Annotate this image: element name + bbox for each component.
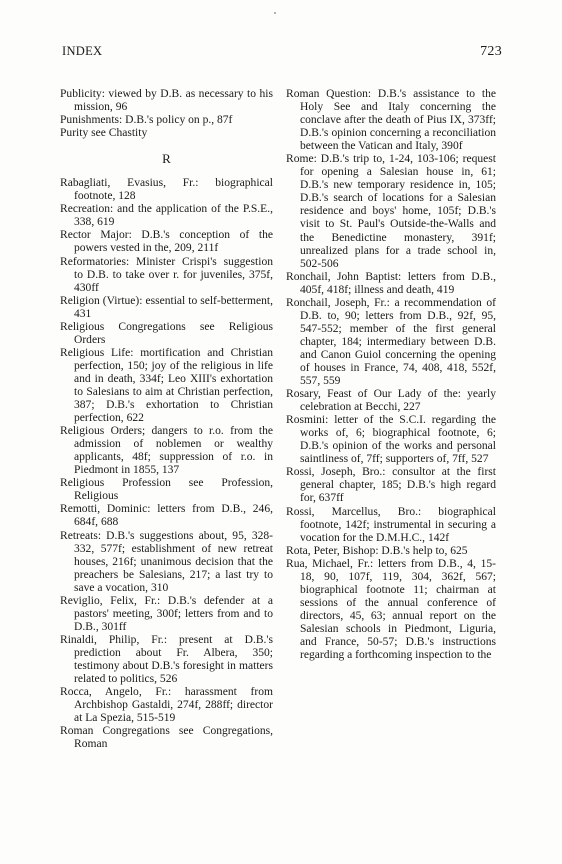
index-entry: Rosmini: letter of the S.C.I. regarding the works of, 6; biographical footnote, 6; D.B.'s opinion of the works and personal saintliness of, 7ff; supporters of, 7ff, 527 [286, 414, 496, 466]
index-entry: Religious Life: mortification and Christian perfection, 150; joy of the religious in life and in death, 334f; Leo XIII's exhortation to Salesians to aim at Christian perfection, 387; D.B.'s exhortation to Christian perfection, 622 [60, 346, 273, 425]
index-entry: Religion (Virtue): essential to self-betterment, 431 [60, 294, 273, 320]
index-entry: Remotti, Dominic: letters from D.B., 246, 684f, 688 [60, 503, 273, 529]
index-entry: Publicity: viewed by D.B. as necessary to his mission, 96 [60, 88, 273, 114]
page-speck [274, 12, 276, 14]
index-entry: Purity see Chastity [60, 127, 148, 140]
index-entry: Rocca, Angelo, Fr.: harassment from Archbishop Gastaldi, 274f, 288ff; director at La Spezia, 515-519 [60, 686, 273, 725]
index-entry: Roman Question: D.B.'s assistance to the Holy See and Italy concerning the conclave after the death of Pius IX, 373ff; D.B.'s opinion concerning a reconciliation between the Vatican and Italy, 390f [286, 88, 496, 153]
letter-heading: R [162, 151, 171, 167]
index-entry: Rossi, Marcellus, Bro.: biographical footnote, 142f; instrumental in securing a vocation for the D.M.H.C., 142f [286, 505, 496, 544]
running-title: INDEX [62, 44, 103, 58]
index-entry: Recreation: and the application of the P.S.E., 338, 619 [60, 203, 273, 229]
index-entry: Reformatories: Minister Crispi's suggestion to D.B. to take over r. for juveniles, 375f, 430ff [60, 255, 273, 294]
index-entry: Religious Orders; dangers to r.o. from the admission of noblemen or wealthy applicants, 48f; suppression of r.o. in Piedmont in 1855, 137 [60, 425, 273, 477]
index-entry: Rota, Peter, Bishop: D.B.'s help to, 625 [286, 544, 468, 557]
index-entry: Rector Major: D.B.'s conception of the powers vested in the, 209, 211f [60, 229, 273, 255]
index-entry: Ronchail, John Baptist: letters from D.B., 405f, 418f; illness and death, 419 [286, 270, 496, 296]
index-entry: Retreats: D.B.'s suggestions about, 95, 328-332, 577f; establishment of new retreat houses, 216f; unanimous decision that the preachers be Salesians, 217; a last try to save a vocation, 310 [60, 529, 273, 594]
index-entry: Roman Congregations see Congregations, Roman [60, 725, 273, 751]
index-entry: Rua, Michael, Fr.: letters from D.B., 4, 15-18, 90, 107f, 119, 304, 362f, 567; biographical footnote 11; chairman at sessions of the annual conference of directors, 45, 63; annual report on the Salesian schools in Piedmont, Liguria, and France, 50-57; D.B.'s instructions regarding a forthcoming inspection to the [286, 557, 496, 662]
index-entry: Religious Profession see Profession, Religious [60, 477, 273, 503]
index-entry: Reviglio, Felix, Fr.: D.B.'s defender at a pastors' meeting, 300f; letters from and to D.B., 301ff [60, 594, 273, 633]
page-number: 723 [480, 44, 502, 59]
index-entry: Rabagliati, Evasius, Fr.: biographical footnote, 128 [60, 177, 273, 203]
index-entry: Religious Congregations see Religious Orders [60, 320, 273, 346]
index-entry: Ronchail, Joseph, Fr.: a recommendation of D.B. to, 90; letters from D.B., 92f, 95, 547-552; member of the first general chapter, 184; intermediary between D.B. and Canon Guiol concerning the opening of houses in France, 74, 408, 418, 552f, 557, 559 [286, 296, 496, 388]
index-entry: Rome: D.B.'s trip to, 1-24, 103-106; request for opening a Salesian house in, 61; D.B.'s new temporary residence in, 105; D.B.'s search of locations for a Salesian residence and boys' home, 105f; D.B.'s visit to St. Paul's Outside-the-Walls and the Benedictine monastery, 391f; unrealized plans for a trade school in, 502-506 [286, 153, 496, 270]
index-entry: Rossi, Joseph, Bro.: consultor at the first general chapter, 185; D.B.'s high regard for, 637ff [286, 466, 496, 505]
index-column-left [60, 88, 273, 751]
page-header [62, 44, 502, 60]
index-entry: Punishments: D.B.'s policy on p., 87f [60, 114, 233, 127]
index-entry: Rinaldi, Philip, Fr.: present at D.B.'s prediction about Fr. Albera, 350; testimony about D.B.'s foresight in matters related to politics, 526 [60, 633, 273, 686]
index-column-right [286, 88, 496, 662]
index-entry: Rosary, Feast of Our Lady of the: yearly celebration at Becchi, 227 [286, 388, 496, 414]
